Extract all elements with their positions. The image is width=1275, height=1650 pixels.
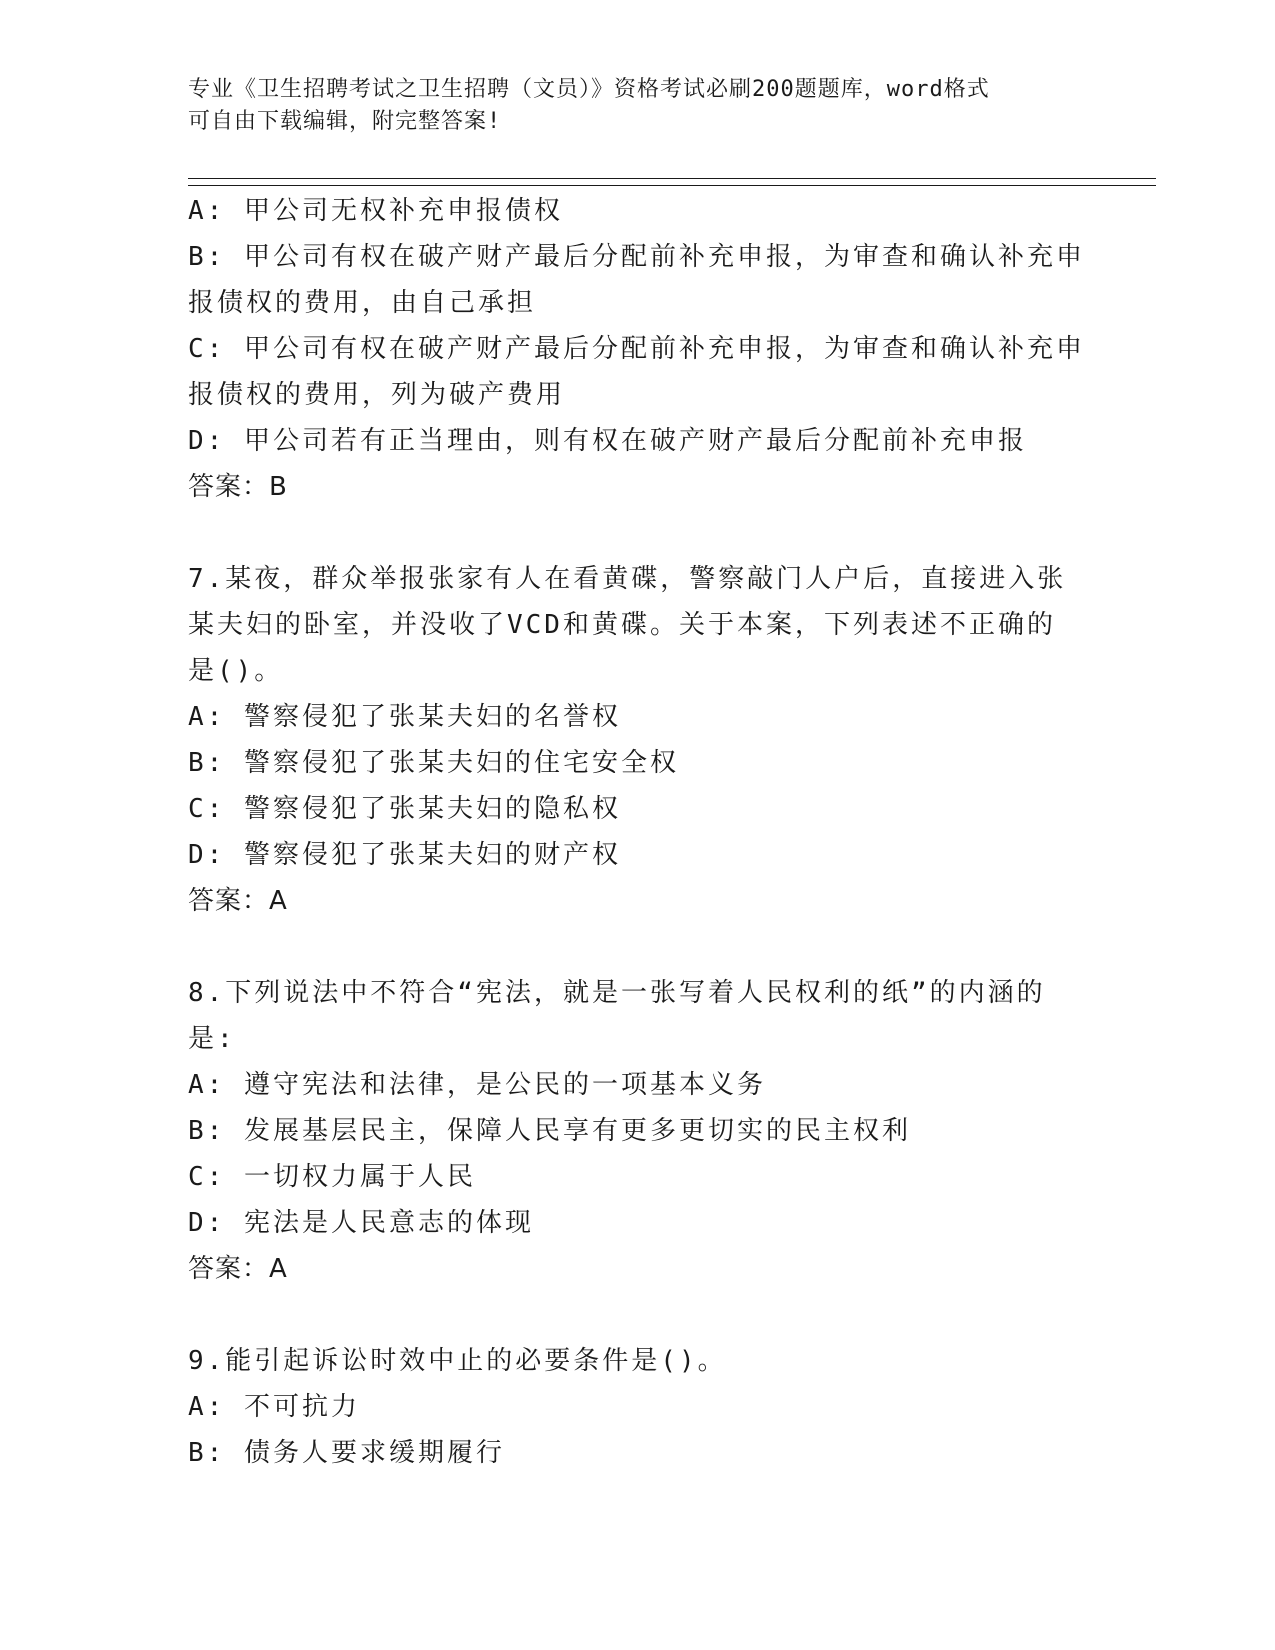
option-a: A: 警察侵犯了张某夫妇的名誉权 bbox=[188, 702, 621, 732]
option-a: A: 甲公司无权补充申报债权 bbox=[188, 196, 563, 226]
option-d: D: 甲公司若有正当理由，则有权在破产财产最后分配前补充申报 bbox=[188, 426, 1027, 456]
question-stem: 8.下列说法中不符合“宪法，就是一张写着人民权利的纸”的内涵的 bbox=[188, 978, 1046, 1008]
answer: 答案：A bbox=[188, 886, 288, 916]
question-stem: 是()。 bbox=[188, 656, 284, 686]
answer: 答案：B bbox=[188, 472, 288, 502]
option-b: B: 警察侵犯了张某夫妇的住宅安全权 bbox=[188, 748, 679, 778]
header-divider bbox=[188, 178, 1156, 186]
option-a: A: 不可抗力 bbox=[188, 1392, 360, 1422]
question-stem: 是: bbox=[188, 1024, 236, 1054]
answer: 答案：A bbox=[188, 1254, 288, 1284]
option-c: C: 警察侵犯了张某夫妇的隐私权 bbox=[188, 794, 621, 824]
spacer bbox=[188, 1292, 1088, 1338]
question-stem: 某夫妇的卧室，并没收了VCD和黄碟。关于本案，下列表述不正确的 bbox=[188, 610, 1056, 640]
header-line-2: 可自由下载编辑，附完整答案! bbox=[188, 109, 502, 134]
question-7 bbox=[188, 556, 1088, 924]
option-c: C: 甲公司有权在破产财产最后分配前补充申报，为审查和确认补充申 bbox=[188, 334, 1085, 364]
option-b: B: 发展基层民主，保障人民享有更多更切实的民主权利 bbox=[188, 1116, 911, 1146]
header-line-1: 专业《卫生招聘考试之卫生招聘（文员）》资格考试必刷200题题库，word格式 bbox=[188, 77, 990, 102]
spacer bbox=[188, 924, 1088, 970]
question-9 bbox=[188, 1338, 1088, 1476]
question-6 bbox=[188, 188, 1088, 510]
question-list bbox=[188, 188, 1088, 1476]
option-d: D: 警察侵犯了张某夫妇的财产权 bbox=[188, 840, 621, 870]
option-c-continued: 报债权的费用，列为破产费用 bbox=[188, 380, 566, 410]
option-b: B: 甲公司有权在破产财产最后分配前补充申报，为审查和确认补充申 bbox=[188, 242, 1085, 272]
option-b-continued: 报债权的费用，由自己承担 bbox=[188, 288, 537, 318]
option-c: C: 一切权力属于人民 bbox=[188, 1162, 476, 1192]
spacer bbox=[188, 510, 1088, 556]
page-header bbox=[188, 74, 1068, 138]
question-stem: 9.能引起诉讼时效中止的必要条件是()。 bbox=[188, 1346, 727, 1376]
option-d: D: 宪法是人民意志的体现 bbox=[188, 1208, 534, 1238]
question-8 bbox=[188, 970, 1088, 1292]
question-stem: 7.某夜，群众举报张家有人在看黄碟，警察敲门人户后，直接进入张 bbox=[188, 564, 1067, 594]
option-b: B: 债务人要求缓期履行 bbox=[188, 1438, 505, 1468]
option-a: A: 遵守宪法和法律，是公民的一项基本义务 bbox=[188, 1070, 766, 1100]
